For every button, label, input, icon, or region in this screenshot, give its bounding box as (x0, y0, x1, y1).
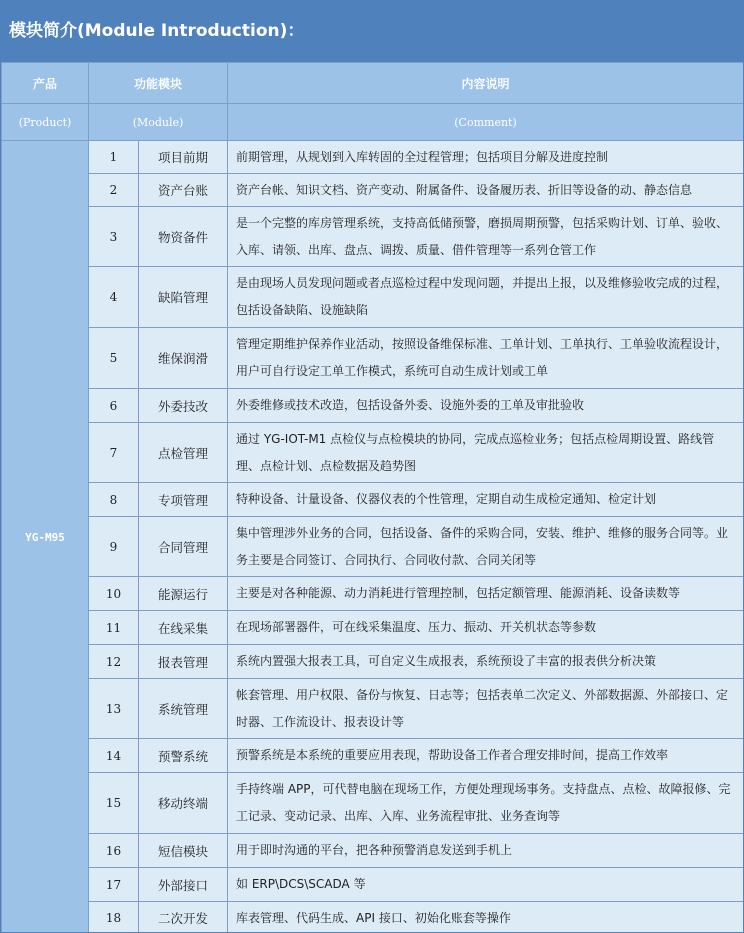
module-description: 主要是对各种能源、动力消耗进行管理控制，包括定额管理、能源消耗、设备读数等 (228, 577, 744, 611)
module-description: 通过 YG-IOT-M1 点检仪与点检模块的协同，完成点巡检业务；包括点检周期设置、路线管理、点检计划、点检数据及趋势图 (228, 423, 744, 483)
module-description: 系统内置强大报表工具，可自定义生成报表，系统预设了丰富的报表供分析决策 (228, 645, 744, 679)
row-number: 8 (89, 483, 139, 517)
table-row (2, 423, 744, 483)
row-number: 14 (89, 739, 139, 773)
row-number: 4 (89, 267, 139, 328)
product-name: YG-M95 (2, 141, 89, 933)
table-row (2, 141, 744, 174)
module-name: 物资备件 (139, 207, 228, 267)
module-description: 预警系统是本系统的重要应用表现，帮助设备工作者合理安排时间，提高工作效率 (228, 739, 744, 773)
module-description: 如 ERP\DCS\SCADA 等 (228, 868, 744, 902)
header-content: 内容说明 (228, 63, 744, 104)
module-description: 集中管理涉外业务的合同，包括设备、备件的采购合同，安装、维护、维修的服务合同等。业务主要是合同签订、合同执行、合同收付款、合同关闭等 (228, 517, 744, 577)
header-module-en: (Module) (89, 104, 228, 141)
panel-title: 模块简介(Module Introduction)： (1, 1, 743, 62)
header-product: 产品 (2, 63, 89, 104)
module-name: 移动终端 (139, 773, 228, 834)
module-description: 资产台帐、知识文档、资产变动、附属备件、设备履历表、折旧等设备的动、静态信息 (228, 174, 744, 207)
module-description: 是一个完整的库房管理系统，支持高低储预警，磨损周期预警，包括采购计划、订单、验收、入库、请领、出库、盘点、调拨、质量、借件管理等一系列仓管工作 (228, 207, 744, 267)
table-row (2, 267, 744, 328)
table-row (2, 679, 744, 739)
table-row (2, 517, 744, 577)
module-description: 用于即时沟通的平台，把各种预警消息发送到手机上 (228, 834, 744, 868)
module-description: 帐套管理、用户权限、备份与恢复、日志等；包括表单二次定义、外部数据源、外部接口、定时器、工作流设计、报表设计等 (228, 679, 744, 739)
module-description: 在现场部署器件，可在线采集温度、压力、振动、开关机状态等参数 (228, 611, 744, 645)
table-row (2, 739, 744, 773)
header-module: 功能模块 (89, 63, 228, 104)
table-row (2, 773, 744, 834)
row-number: 2 (89, 174, 139, 207)
module-description: 前期管理，从规划到入库转固的全过程管理；包括项目分解及进度控制 (228, 141, 744, 174)
module-name: 报表管理 (139, 645, 228, 679)
module-description: 手持终端 APP，可代替电脑在现场工作，方便处理现场事务。支持盘点、点检、故障报修、完工记录、变动记录、出库、入库、业务流程审批、业务查询等 (228, 773, 744, 834)
module-description: 库表管理、代码生成、API 接口、初始化账套等操作 (228, 902, 744, 933)
table-row (2, 902, 744, 933)
table-row (2, 645, 744, 679)
module-name: 外部接口 (139, 868, 228, 902)
table-row (2, 577, 744, 611)
module-description: 管理定期维护保养作业活动，按照设备维保标准、工单计划、工单执行、工单验收流程设计，用户可自行设定工单工作模式，系统可自动生成计划或工单 (228, 328, 744, 389)
module-name: 合同管理 (139, 517, 228, 577)
module-name: 资产台账 (139, 174, 228, 207)
module-name: 外委技改 (139, 389, 228, 423)
header-content-en: (Comment) (228, 104, 744, 141)
module-table (1, 62, 744, 933)
module-description: 外委维修或技术改造，包括设备外委、设施外委的工单及审批验收 (228, 389, 744, 423)
module-name: 点检管理 (139, 423, 228, 483)
module-name: 在线采集 (139, 611, 228, 645)
module-description: 是由现场人员发现问题或者点巡检过程中发现问题，并提出上报，以及维修验收完成的过程，包括设备缺陷、设施缺陷 (228, 267, 744, 328)
table-row (2, 868, 744, 902)
row-number: 3 (89, 207, 139, 267)
row-number: 12 (89, 645, 139, 679)
table-row (2, 328, 744, 389)
table-row (2, 389, 744, 423)
table-row (2, 611, 744, 645)
row-number: 18 (89, 902, 139, 933)
row-number: 13 (89, 679, 139, 739)
module-name: 缺陷管理 (139, 267, 228, 328)
header-row-en (2, 104, 744, 141)
module-name: 项目前期 (139, 141, 228, 174)
module-name: 预警系统 (139, 739, 228, 773)
row-number: 7 (89, 423, 139, 483)
module-name: 专项管理 (139, 483, 228, 517)
module-name: 短信模块 (139, 834, 228, 868)
module-name: 二次开发 (139, 902, 228, 933)
header-product-en: (Product) (2, 104, 89, 141)
module-description: 特种设备、计量设备、仪器仪表的个性管理，定期自动生成检定通知、检定计划 (228, 483, 744, 517)
table-row (2, 834, 744, 868)
row-number: 10 (89, 577, 139, 611)
table-row (2, 174, 744, 207)
table-row (2, 207, 744, 267)
row-number: 1 (89, 141, 139, 174)
module-name: 维保润滑 (139, 328, 228, 389)
module-name: 系统管理 (139, 679, 228, 739)
module-name: 能源运行 (139, 577, 228, 611)
row-number: 16 (89, 834, 139, 868)
row-number: 6 (89, 389, 139, 423)
row-number: 5 (89, 328, 139, 389)
table-row (2, 483, 744, 517)
row-number: 15 (89, 773, 139, 834)
header-row (2, 63, 744, 104)
row-number: 11 (89, 611, 139, 645)
row-number: 9 (89, 517, 139, 577)
row-number: 17 (89, 868, 139, 902)
